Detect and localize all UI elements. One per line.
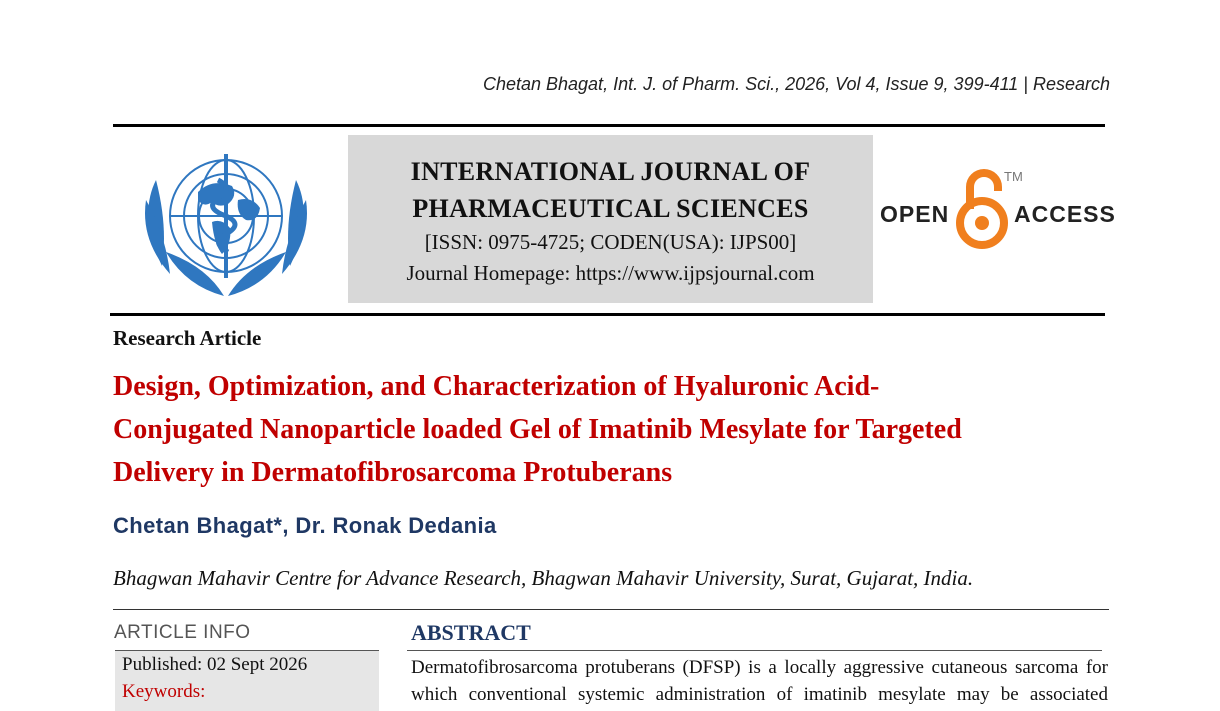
abstract-heading: ABSTRACT <box>411 620 531 645</box>
open-access-word1: OPEN <box>880 201 950 227</box>
trademark-mark: TM <box>1004 169 1023 184</box>
journal-issn: [ISSN: 0975-4725; CODEN(USA): IJPS00] <box>424 230 797 254</box>
abstract-line: Dermatofibrosarcoma protuberans (DFSP) is a locally aggressive cutaneous sarcoma for <box>411 657 1108 678</box>
who-emblem-logo <box>126 140 326 306</box>
article-title <box>113 365 1113 494</box>
section-divider <box>113 609 1109 610</box>
title-line: Conjugated Nanoparticle loaded Gel of Imatinib Mesylate for Targeted <box>113 414 962 445</box>
masthead-bottom-rule <box>110 313 1105 316</box>
top-rule <box>113 124 1105 127</box>
article-type: Research Article <box>113 326 262 350</box>
journal-homepage-link[interactable]: Journal Homepage: https://www.ijpsjournal.com <box>406 261 815 285</box>
journal-name-line2: PHARMACEUTICAL SCIENCES <box>412 194 809 223</box>
authors: Chetan Bhagat*, Dr. Ronak Dedania <box>113 513 497 538</box>
title-line: Design, Optimization, and Characterization of Hyaluronic Acid- <box>113 371 880 402</box>
open-access-logo <box>880 165 1116 255</box>
abstract-rule <box>407 650 1102 651</box>
keywords-label: Keywords: <box>122 681 206 702</box>
affiliation: Bhagwan Mahavir Centre for Advance Research, Bhagwan Mahavir University, Surat, Gujarat, India. <box>113 566 974 590</box>
published-date: Published: 02 Sept 2026 <box>122 654 308 675</box>
article-info-heading: ARTICLE INFO <box>114 622 251 643</box>
open-access-word2: ACCESS <box>1014 201 1116 227</box>
journal-masthead <box>348 135 873 303</box>
citation-header: Chetan Bhagat, Int. J. of Pharm. Sci., 2026, Vol 4, Issue 9, 399-411 | Research <box>482 74 1110 94</box>
title-line: Delivery in Dermatofibrosarcoma Protuberans <box>113 457 673 488</box>
abstract-line: which conventional systemic administration of imatinib mesylate may be associated <box>411 684 1108 705</box>
journal-name-line1: INTERNATIONAL JOURNAL OF <box>410 157 811 186</box>
abstract-text <box>411 654 1108 708</box>
